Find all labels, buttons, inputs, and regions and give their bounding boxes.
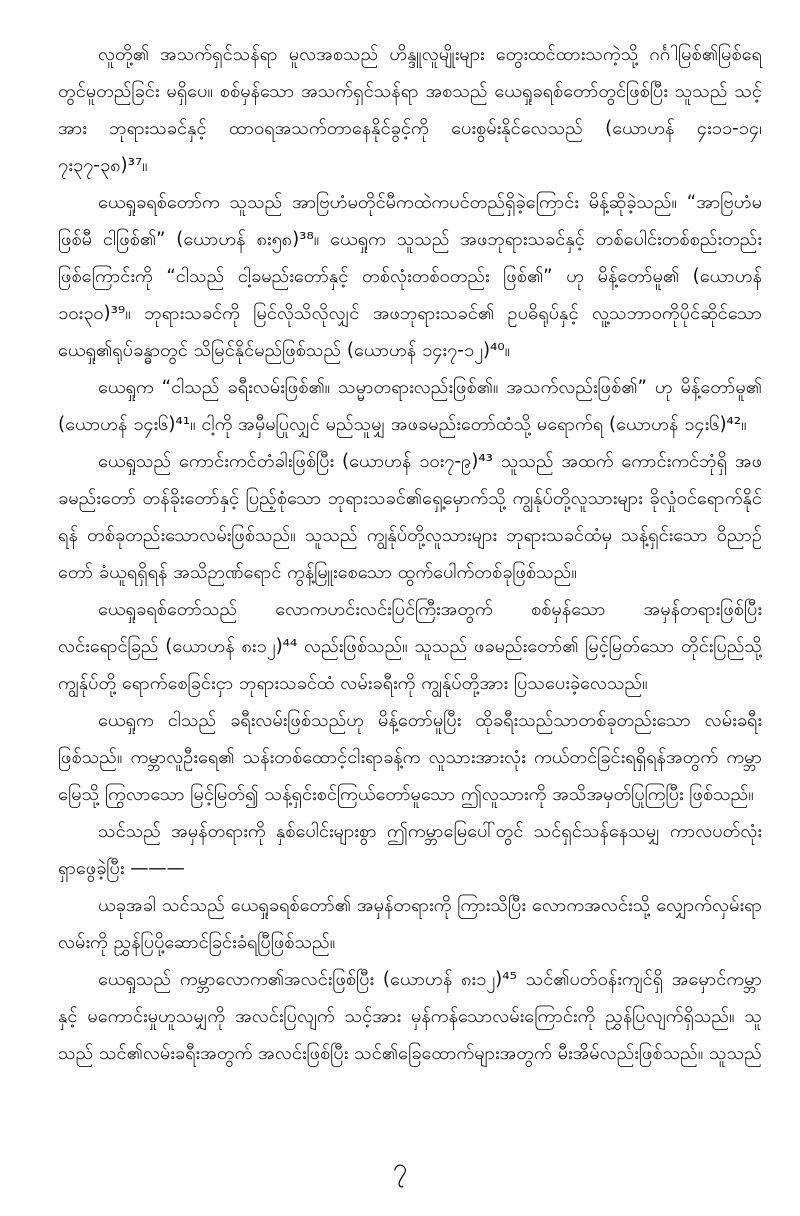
paragraph: ယေရှုခရစ်တော်သည် လောကဟင်းလင်းပြင်ကြီးအတွက် စစ်မှန်သော အမှန်တရားဖြစ်ပြီး လင်းရောင်ခြည် (ယောဟန် ၈း၁၂)⁴⁴ လည်းဖြစ်သည်။ သူသည် ဖခမည်းတော်၏ မြင့်မြတ်သော တိုင်းပြည်သို့ ကျွန်ုပ်တို့ ရောက်စေခြင်းငှာ ဘုရားသခင်ထံ လမ်းခရီးကို ကျွန်ုပ်တို့အား ပြသပေးခဲ့လေသည်။ <box>58 599 762 694</box>
paragraph: သင်သည် အမှန်တရားကို နှစ်ပေါင်းများစွာ ဤကမ္ဘာမြေပေါ်တွင် သင်ရှင်သန်နေသမျှ ကာလပတ်လုံး ရှာဖွေခဲ့ပြီး ——— <box>58 821 762 879</box>
paragraph: ယေရှုက “ငါသည် ခရီးလမ်းဖြစ်၏။ သမ္မာတရားလည်းဖြစ်၏။ အသက်လည်းဖြစ်၏” ဟု မိန့်တော်မူ၏ (ယောဟန် ၁၄း၆)⁴¹။ ငါ့ကို အမှီမပြုလျှင် မည်သူမျှ အဖခမည်းတော်ထံသို့ မရောက်ရ (ယောဟန် ၁၄း၆)⁴²။ <box>58 377 762 435</box>
paragraph: ယေရှုက ငါသည် ခရီးလမ်းဖြစ်သည်ဟု မိန့်တော်မူပြီး ထိုခရီးသည်သာတစ်ခုတည်းသော လမ်းခရီးဖြစ်သည်။ ကမ္ဘာလူဦးရေ၏ သန်းတစ်ထောင့်ငါးရာခန့်က လူသားအားလုံး ကယ်တင်ခြင်းရရှိရန်အတွက် ကမ္ဘာမြေသို့ ကြွလာသော မြင့်မြတ်၍ သန့်ရှင်းစင်ကြယ်တော်မူသော ဤလူသားကို အသိအမှတ်ပြုကြပြီး ဖြစ်သည်။ <box>58 710 762 805</box>
paragraph: ယေရှုသည် ကောင်းကင်တံခါးဖြစ်ပြီး (ယောဟန် ၁၀း၇-၉)⁴³ သူသည် အထက် ကောင်းကင်ဘုံရှိ အဖခမည်းတော် တန်ခိုးတော်နှင့် ပြည့်စုံသော ဘုရားသခင်၏ရှေ့မှောက်သို့ ကျွန်ုပ်တို့လူသားများ ခိုလှုံဝင်ရောက်နိုင်ရန် တစ်ခုတည်းသောလမ်းဖြစ်သည်။ သူသည် ကျွန်ုပ်တို့လူသားများ ဘုရားသခင်ထံမှ သန့်ရှင်းသော ဝိညာဉ်တော် ခံယူရရှိရန် အသိဉာဏ်ရောင် ကွန့်မြူးစေသော ထွက်ပေါက်တစ်ခုဖြစ်သည်။ <box>58 451 762 583</box>
page-number: ၇ <box>392 1153 408 1183</box>
page-body <box>58 36 762 1072</box>
paragraph: ယခုအခါ သင်သည် ယေရှုခရစ်တော်၏ အမှန်တရားကို ကြားသိပြီး လောကအလင်းသို့ လျှောက်လှမ်းရာလမ်းကို ညွှန်ပြပို့ဆောင်ခြင်းခံရပြီဖြစ်သည်။ <box>58 895 762 953</box>
paragraph: လူတို့၏ အသက်ရှင်သန်ရာ မူလအစသည် ဟိန္ဒူလူမျိုးများ တွေးထင်ထားသကဲ့သို့ ဂင်္ဂါမြစ်၏မြစ်ရေတွင်မူတည်ခြင်း မရှိပေ။ စစ်မှန်သော အသက်ရှင်သန်ရာ အစသည် ယေရှုခရစ်တော်တွင်ဖြစ်ပြီး သူသည် သင့်အား ဘုရားသခင်နှင့် ထာဝရအသက်တာနေနိုင်ခွင့်ကို ပေးစွမ်းနိုင်လေသည် (ယောဟန် ၄း၁၁-၁၄၊ ၇း၃၇-၃၈)³⁷။ <box>58 44 762 176</box>
paragraph: ယေရှုသည် ကမ္ဘာလောက၏အလင်းဖြစ်ပြီး (ယောဟန် ၈း၁၂)⁴⁵ သင်၏ပတ်ဝန်းကျင်ရှိ အမှောင်ကမ္ဘာနှင့် မကောင်းမှုဟူသမျှကို အလင်းပြလျက် သင့်အား မှန်ကန်သောလမ်းကြောင်းကို ညွှန်ပြလျက်ရှိသည်။ သူသည် သင်၏လမ်းခရီးအတွက် အလင်းဖြစ်ပြီး သင်၏ခြေထောက်များအတွက် မီးအိမ်လည်းဖြစ်သည်။ သူသည် <box>58 969 762 1064</box>
paragraph: ယေရှုခရစ်တော်က သူသည် အာဗြဟံမတိုင်မီကထဲကပင်တည်ရှိခဲ့ကြောင်း မိန့်ဆိုခဲ့သည်။ “အာဗြဟံမဖြစ်မီ ငါဖြစ်၏” (ယောဟန် ၈း၅၈)³⁸။ ယေရှုက သူသည် အဖဘုရားသခင်နှင့် တစ်ပေါင်းတစ်စည်းတည်းဖြစ်ကြောင်းကို “ငါသည် ငါ့ခမည်းတော်နှင့် တစ်လုံးတစ်ဝတည်း ဖြစ်၏” ဟု မိန့်တော်မူ၏ (ယောဟန် ၁၀း၃၀)³⁹။ ဘုရားသခင်ကို မြင်လိုသိလိုလျှင် အဖဘုရားသခင်၏ ဥပဓိရုပ်နှင့် လူ့သဘာဝကိုပိုင်ဆိုင်သော ယေရှု၏ရုပ်ခန္ဓာတွင် သိမြင်နိုင်မည်ဖြစ်သည် (ယောဟန် ၁၄း၇-၁၂)⁴⁰။ <box>58 192 762 361</box>
